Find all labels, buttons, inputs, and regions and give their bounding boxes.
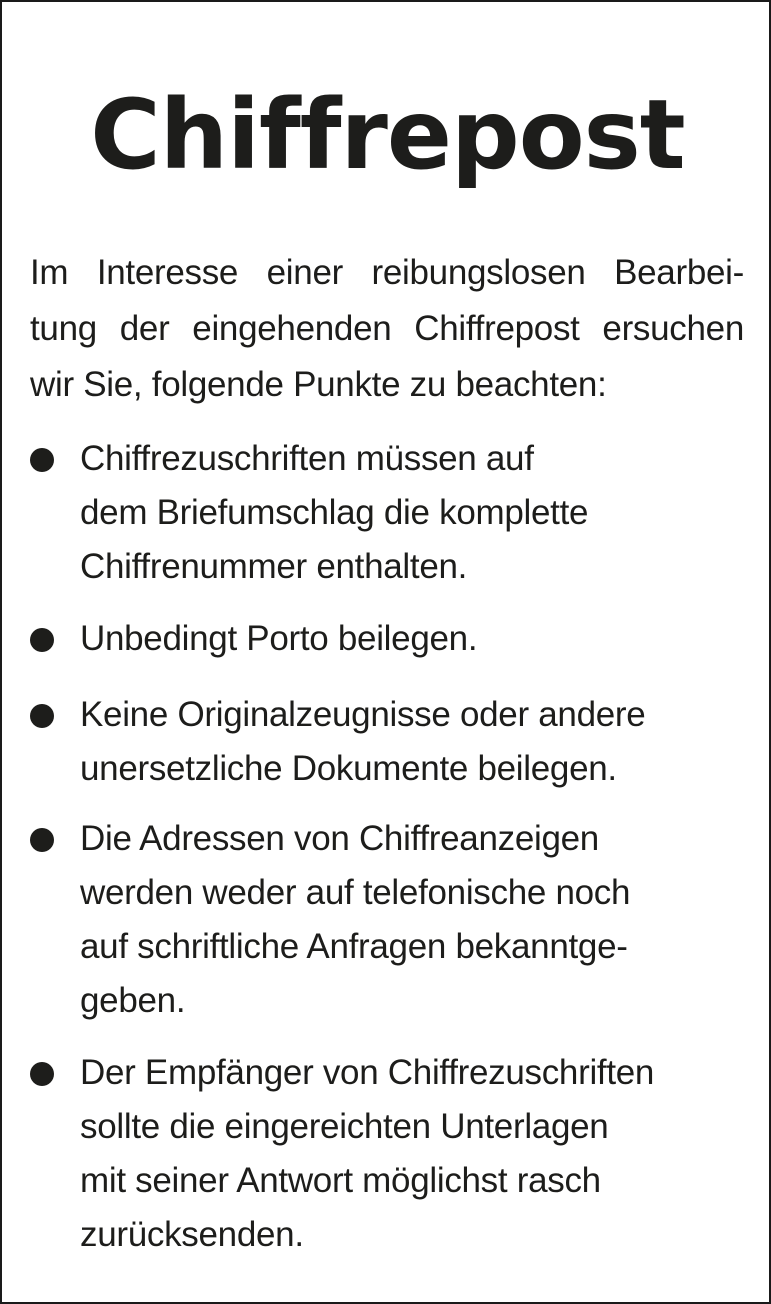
- bullet-line: Die Adressen von Chiffreanzeigen: [80, 819, 599, 858]
- bullet-text: [80, 688, 750, 796]
- intro-line: wir Sie, folgende Punkte zu beachten:: [30, 365, 607, 404]
- bullet-text: [80, 812, 750, 1028]
- bullet-text: [80, 432, 750, 594]
- bullet-line: mit seiner Antwort möglichst rasch: [80, 1161, 601, 1200]
- intro-line: tung der eingehenden Chiffrepost ersuchen: [30, 309, 744, 348]
- bullet-dot-icon: [30, 828, 54, 852]
- page-title: Chiffrepost: [90, 79, 685, 191]
- bullet-line: zurücksenden.: [80, 1215, 304, 1254]
- bullet-text: [80, 1046, 750, 1262]
- bullet-line: sollte die eingereichten Unterlagen: [80, 1107, 609, 1146]
- intro-line: Im Interesse einer reibungslosen Bearbei-: [30, 253, 744, 292]
- bullet-dot-icon: [30, 704, 54, 728]
- bullet-line: dem Briefumschlag die komplette: [80, 493, 589, 532]
- bullet-dot-icon: [30, 628, 54, 652]
- intro-paragraph: [30, 245, 744, 413]
- bullet-line: auf schriftliche Anfragen bekanntge-: [80, 927, 628, 966]
- bullet-dot-icon: [30, 1062, 54, 1086]
- bullet-line: Der Empfänger von Chiffrezuschriften: [80, 1053, 655, 1092]
- bullet-line: Unbedingt Porto beilegen.: [80, 619, 478, 658]
- bullet-dot-icon: [30, 448, 54, 472]
- bullet-line: Keine Originalzeugnisse oder andere: [80, 695, 646, 734]
- bullet-line: Chiffrenummer enthalten.: [80, 547, 468, 586]
- bullet-line: Chiffrezuschriften müssen auf: [80, 439, 534, 478]
- bullet-line: unersetzliche Dokumente beilegen.: [80, 749, 617, 788]
- bullet-line: geben.: [80, 981, 186, 1020]
- bullet-text: [80, 612, 750, 666]
- bullet-line: werden weder auf telefonische noch: [80, 873, 631, 912]
